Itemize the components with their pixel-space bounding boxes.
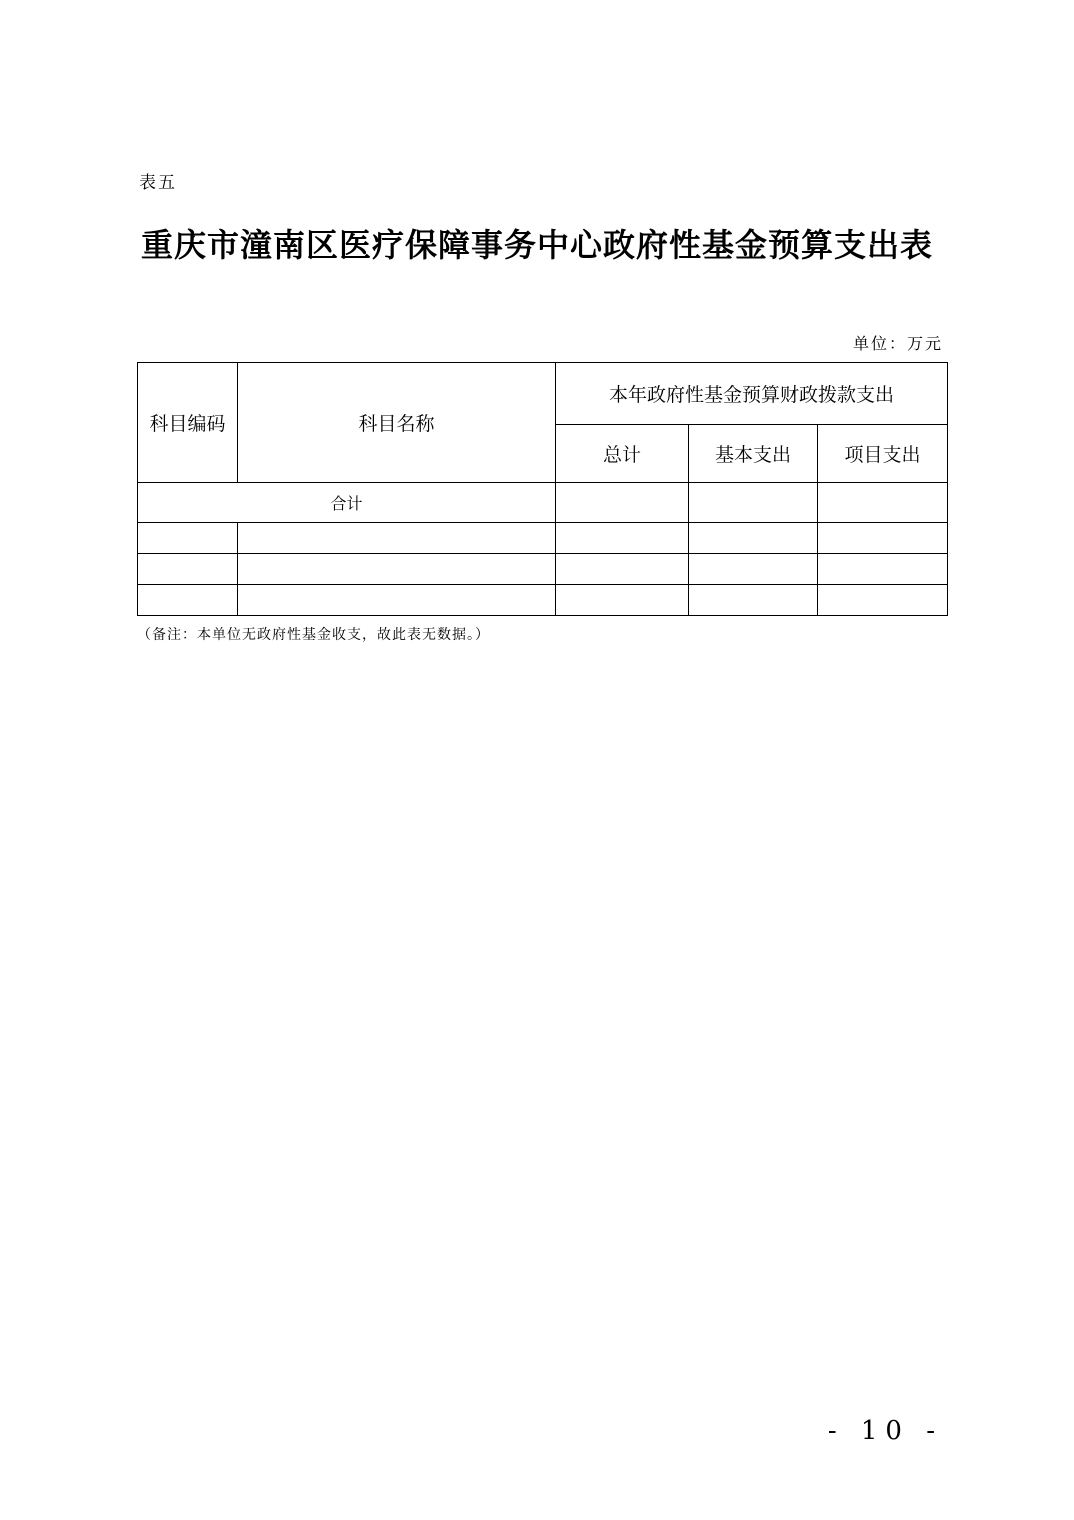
header-total: 总计 [556, 425, 689, 483]
table-cell [138, 585, 238, 616]
table-row [138, 585, 948, 616]
table-cell [138, 554, 238, 585]
unit-label: 单位：万元 [852, 334, 943, 353]
header-code: 科目编码 [138, 363, 238, 483]
table-row [138, 523, 948, 554]
header-row-1 [138, 363, 948, 425]
sum-row [138, 483, 948, 523]
header-group: 本年政府性基金预算财政拨款支出 [556, 363, 948, 425]
table-cell [689, 585, 818, 616]
header-project: 项目支出 [818, 425, 948, 483]
table-cell [689, 554, 818, 585]
table-row [138, 554, 948, 585]
document-title: 重庆市潼南区医疗保障事务中心政府性基金预算支出表 [140, 226, 933, 264]
table-cell [818, 554, 948, 585]
sum-label: 合计 [138, 483, 556, 523]
table-cell [818, 585, 948, 616]
header-name: 科目名称 [238, 363, 556, 483]
page-number: - 10 - [827, 1416, 943, 1446]
table-cell [818, 523, 948, 554]
sum-project [818, 483, 948, 523]
table-cell [138, 523, 238, 554]
sum-total [556, 483, 689, 523]
sum-basic [689, 483, 818, 523]
table-cell [556, 523, 689, 554]
table-label: 表五 [139, 173, 177, 193]
table-cell [238, 554, 556, 585]
table-cell [689, 523, 818, 554]
table-cell [238, 585, 556, 616]
budget-table [137, 362, 948, 616]
table-cell [556, 585, 689, 616]
table-cell [556, 554, 689, 585]
table-cell [238, 523, 556, 554]
header-basic: 基本支出 [689, 425, 818, 483]
table-note: （备注：本单位无政府性基金收支，故此表无数据。） [137, 627, 490, 643]
